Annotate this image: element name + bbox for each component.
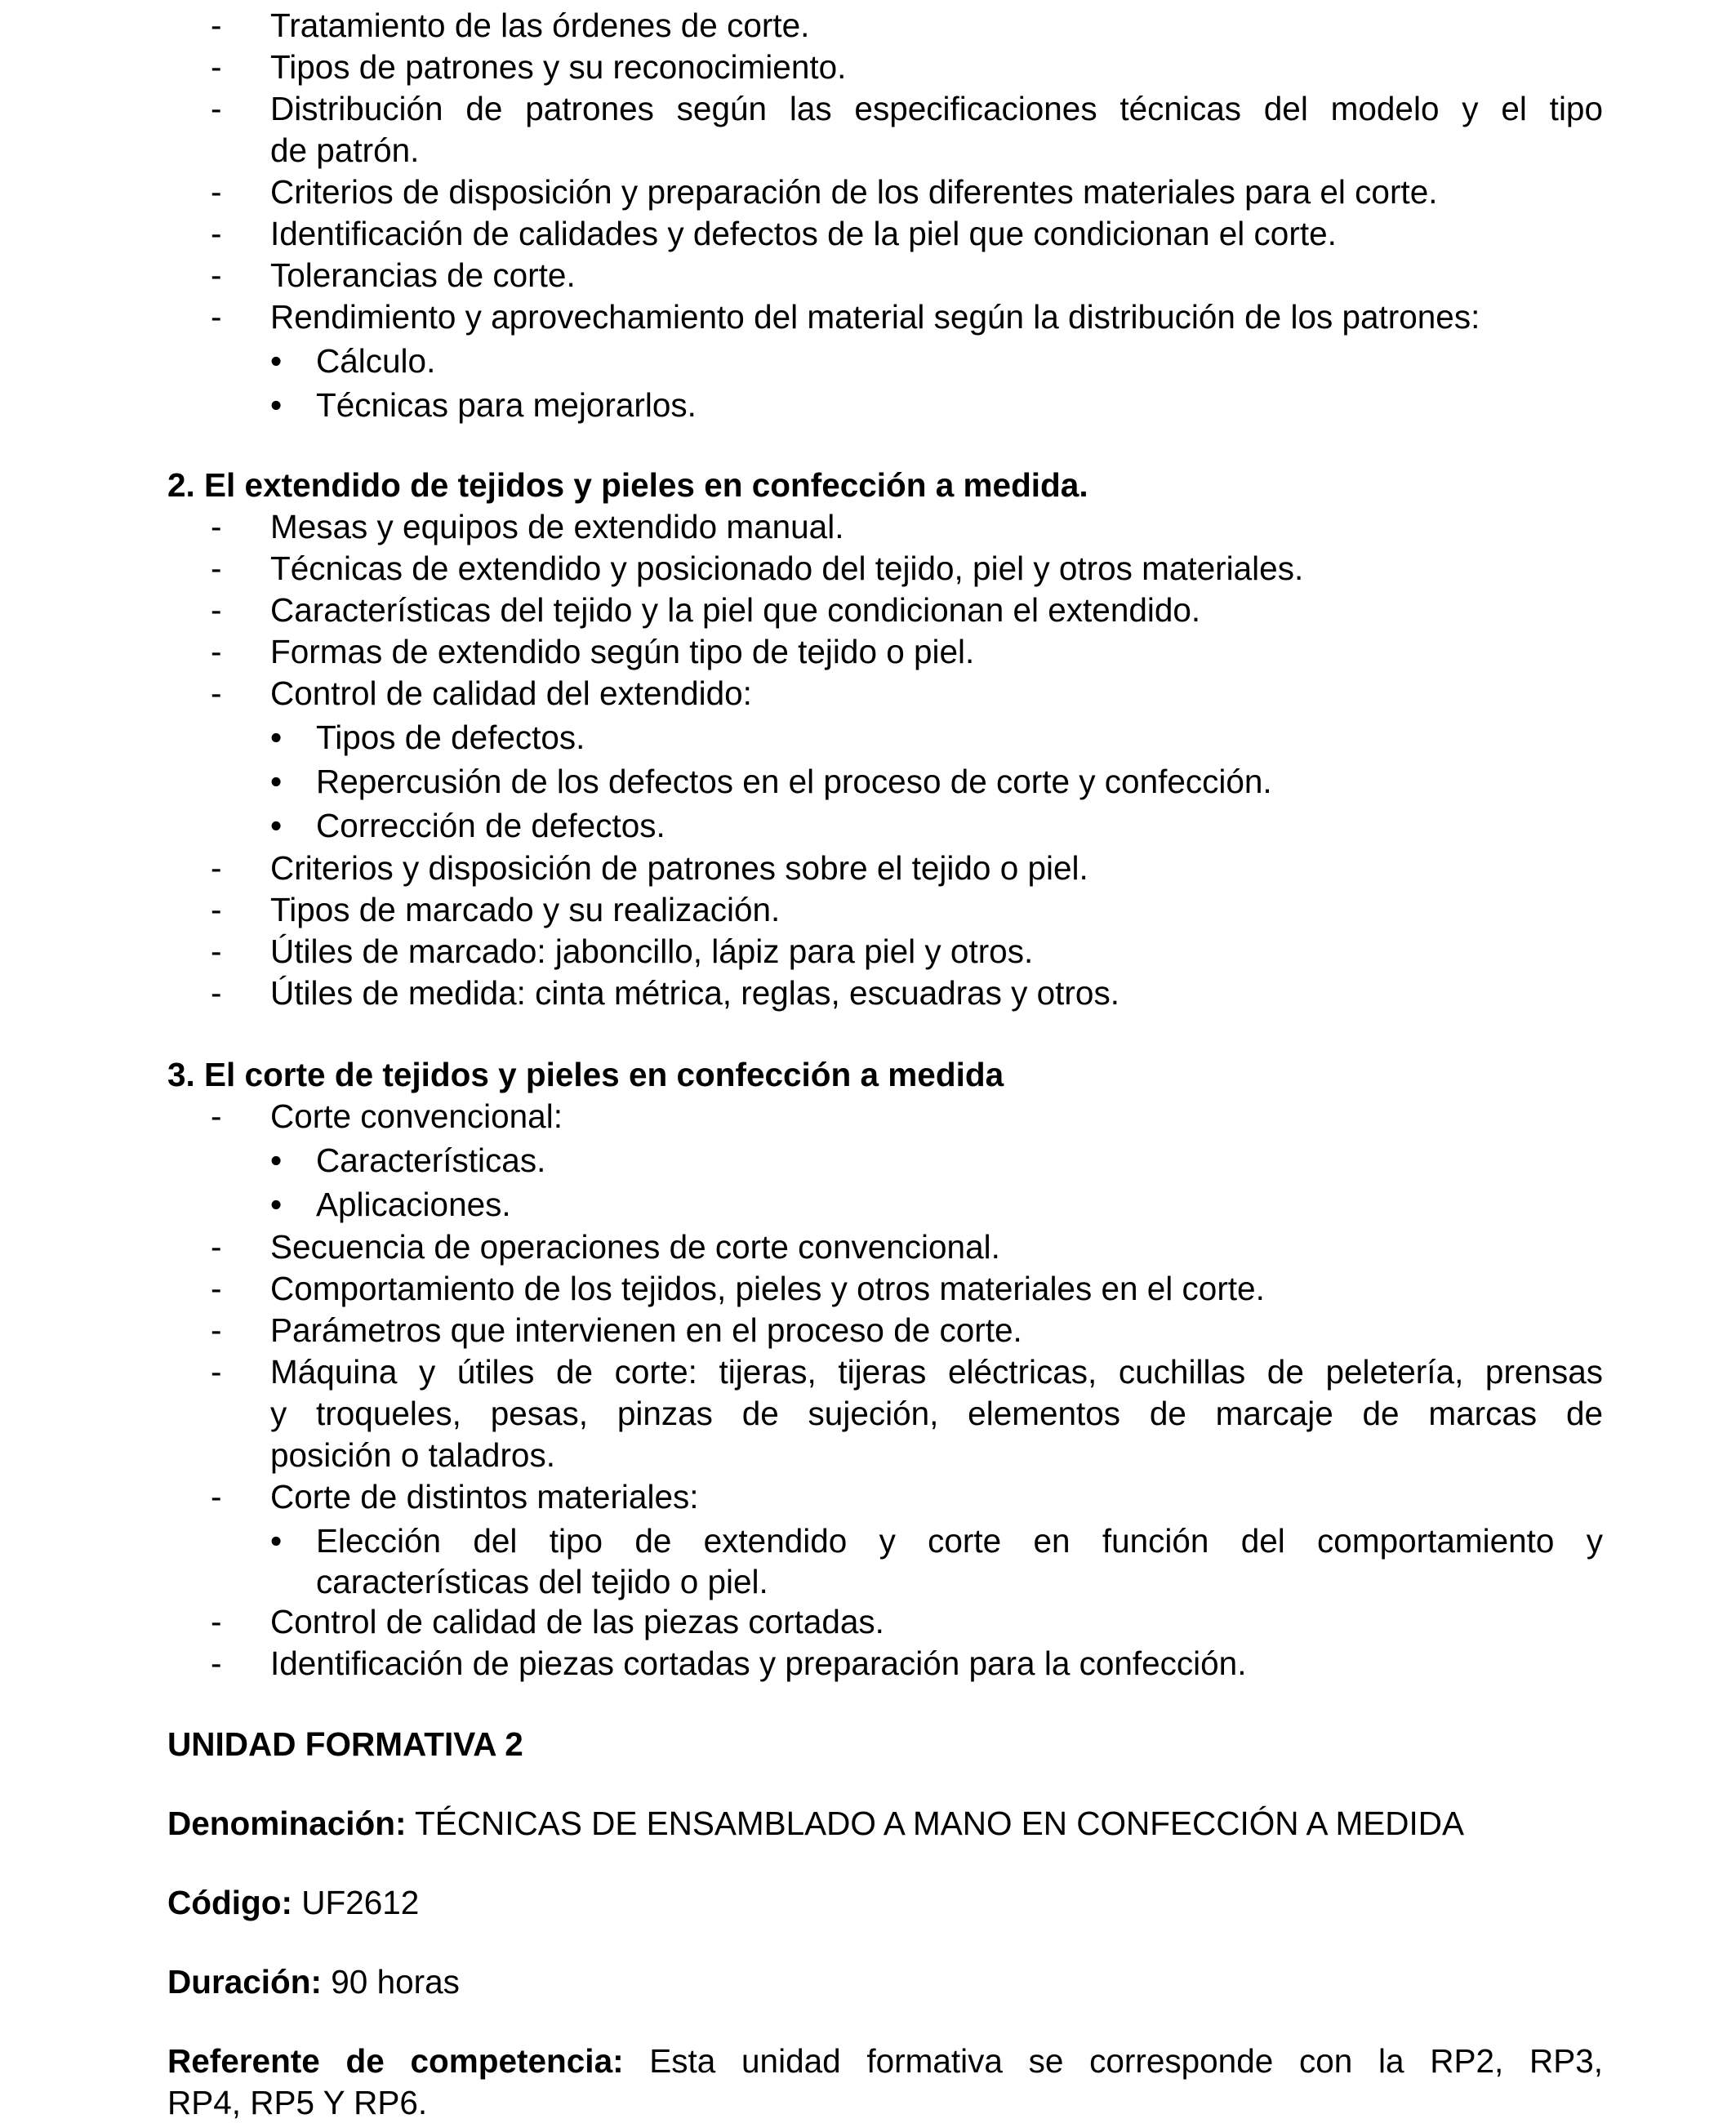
list-item: Máquina y útiles de corte: tijeras, tijeras eléctricas, cuchillas de peletería, prensas — [270, 1353, 1603, 1391]
bullet-marker: • — [270, 342, 283, 380]
bullet-item: Características. — [316, 1142, 546, 1179]
list-dash: - — [211, 1097, 222, 1135]
codigo-label: Código: — [167, 1884, 292, 1921]
duracion-label: Duración: — [167, 1963, 323, 2001]
bullet-item: Elección del tipo de extendido y corte en función del comportamiento y — [316, 1522, 1603, 1560]
duracion-field — [167, 1961, 460, 2002]
list-dash: - — [211, 256, 222, 294]
list-item: Criterios de disposición y preparación de los diferentes materiales para el corte. — [270, 173, 1438, 211]
list-dash: - — [211, 849, 222, 887]
unit-title: UNIDAD FORMATIVA 2 — [167, 1725, 523, 1763]
list-dash: - — [211, 1270, 222, 1307]
referente-value: Esta unidad formativa se corresponde con la RP2, RP3, — [623, 2042, 1603, 2080]
list-item: Corte de distintos materiales: — [270, 1478, 699, 1515]
referente-label: Referente de competencia: — [167, 2042, 624, 2080]
bullet-item: Corrección de defectos. — [316, 807, 665, 844]
list-item: Control de calidad del extendido: — [270, 674, 752, 712]
bullet-item-continuation: características del tejido o piel. — [316, 1563, 768, 1600]
list-item: Parámetros que intervienen en el proceso de corte. — [270, 1311, 1022, 1349]
list-item: Distribución de patrones según las especificaciones técnicas del modelo y el tipo — [270, 90, 1603, 127]
list-item-continuation: de patrón. — [270, 131, 420, 169]
bullet-marker: • — [270, 386, 283, 424]
list-dash: - — [211, 932, 222, 970]
list-dash: - — [211, 7, 222, 44]
list-dash: - — [211, 1311, 222, 1349]
list-item-continuation: y troqueles, pesas, pinzas de sujeción, elementos de marcaje de marcas de — [270, 1395, 1603, 1432]
list-dash: - — [211, 1353, 222, 1391]
list-dash: - — [211, 1603, 222, 1640]
codigo-field — [167, 1882, 419, 1923]
list-item-continuation: posición o taladros. — [270, 1436, 555, 1474]
denominacion-label: Denominación: — [167, 1805, 407, 1842]
list-dash: - — [211, 48, 222, 86]
list-dash: - — [211, 1645, 222, 1682]
list-item: Tolerancias de corte. — [270, 256, 576, 294]
list-dash: - — [211, 674, 222, 712]
list-item: Control de calidad de las piezas cortadas. — [270, 1603, 884, 1640]
referente-value-continuation: RP4, RP5 Y RP6. — [167, 2084, 428, 2121]
list-item: Criterios y disposición de patrones sobre el tejido o piel. — [270, 849, 1088, 887]
bullet-marker: • — [270, 763, 283, 800]
list-item: Corte convencional: — [270, 1097, 563, 1135]
list-item: Secuencia de operaciones de corte convencional. — [270, 1228, 1000, 1266]
list-item: Rendimiento y aprovechamiento del material según la distribución de los patrones: — [270, 298, 1480, 336]
list-item: Tipos de patrones y su reconocimiento. — [270, 48, 847, 86]
list-item: Identificación de piezas cortadas y preparación para la confección. — [270, 1645, 1247, 1682]
denominacion-field — [167, 1803, 1464, 1844]
bullet-marker: • — [270, 1142, 283, 1179]
section-heading: 3. El corte de tejidos y pieles en confección a medida — [167, 1056, 1004, 1093]
list-item: Características del tejido y la piel que condicionan el extendido. — [270, 591, 1201, 629]
bullet-marker: • — [270, 807, 283, 844]
list-item: Tratamiento de las órdenes de corte. — [270, 7, 810, 44]
bullet-item: Cálculo. — [316, 342, 436, 380]
bullet-item: Repercusión de los defectos en el proceso de corte y confección. — [316, 763, 1272, 800]
bullet-item: Técnicas para mejorarlos. — [316, 386, 697, 424]
list-item: Identificación de calidades y defectos de la piel que condicionan el corte. — [270, 215, 1337, 252]
codigo-value: UF2612 — [292, 1884, 420, 1921]
list-dash: - — [211, 298, 222, 336]
list-dash: - — [211, 591, 222, 629]
section-heading: 2. El extendido de tejidos y pieles en confección a medida. — [167, 466, 1088, 504]
list-item: Formas de extendido según tipo de tejido o piel. — [270, 633, 975, 670]
list-item: Útiles de medida: cinta métrica, reglas, escuadras y otros. — [270, 974, 1119, 1012]
list-dash: - — [211, 215, 222, 252]
list-item: Técnicas de extendido y posicionado del tejido, piel y otros materiales. — [270, 550, 1304, 587]
list-item: Tipos de marcado y su realización. — [270, 891, 781, 928]
referente-field — [167, 2041, 1603, 2081]
list-dash: - — [211, 1478, 222, 1515]
list-item: Comportamiento de los tejidos, pieles y otros materiales en el corte. — [270, 1270, 1265, 1307]
list-dash: - — [211, 974, 222, 1012]
denominacion-value: TÉCNICAS DE ENSAMBLADO A MANO EN CONFECCIÓN A MEDIDA — [406, 1805, 1465, 1842]
list-dash: - — [211, 1228, 222, 1266]
bullet-item: Aplicaciones. — [316, 1186, 511, 1223]
duracion-value: 90 horas — [322, 1963, 460, 2001]
list-dash: - — [211, 633, 222, 670]
list-dash: - — [211, 90, 222, 127]
list-dash: - — [211, 173, 222, 211]
list-dash: - — [211, 508, 222, 545]
list-item: Útiles de marcado: jaboncillo, lápiz para piel y otros. — [270, 932, 1034, 970]
list-dash: - — [211, 891, 222, 928]
bullet-marker: • — [270, 1522, 283, 1560]
bullet-marker: • — [270, 719, 283, 756]
list-item: Mesas y equipos de extendido manual. — [270, 508, 844, 545]
bullet-item: Tipos de defectos. — [316, 719, 585, 756]
bullet-marker: • — [270, 1186, 283, 1223]
list-dash: - — [211, 550, 222, 587]
